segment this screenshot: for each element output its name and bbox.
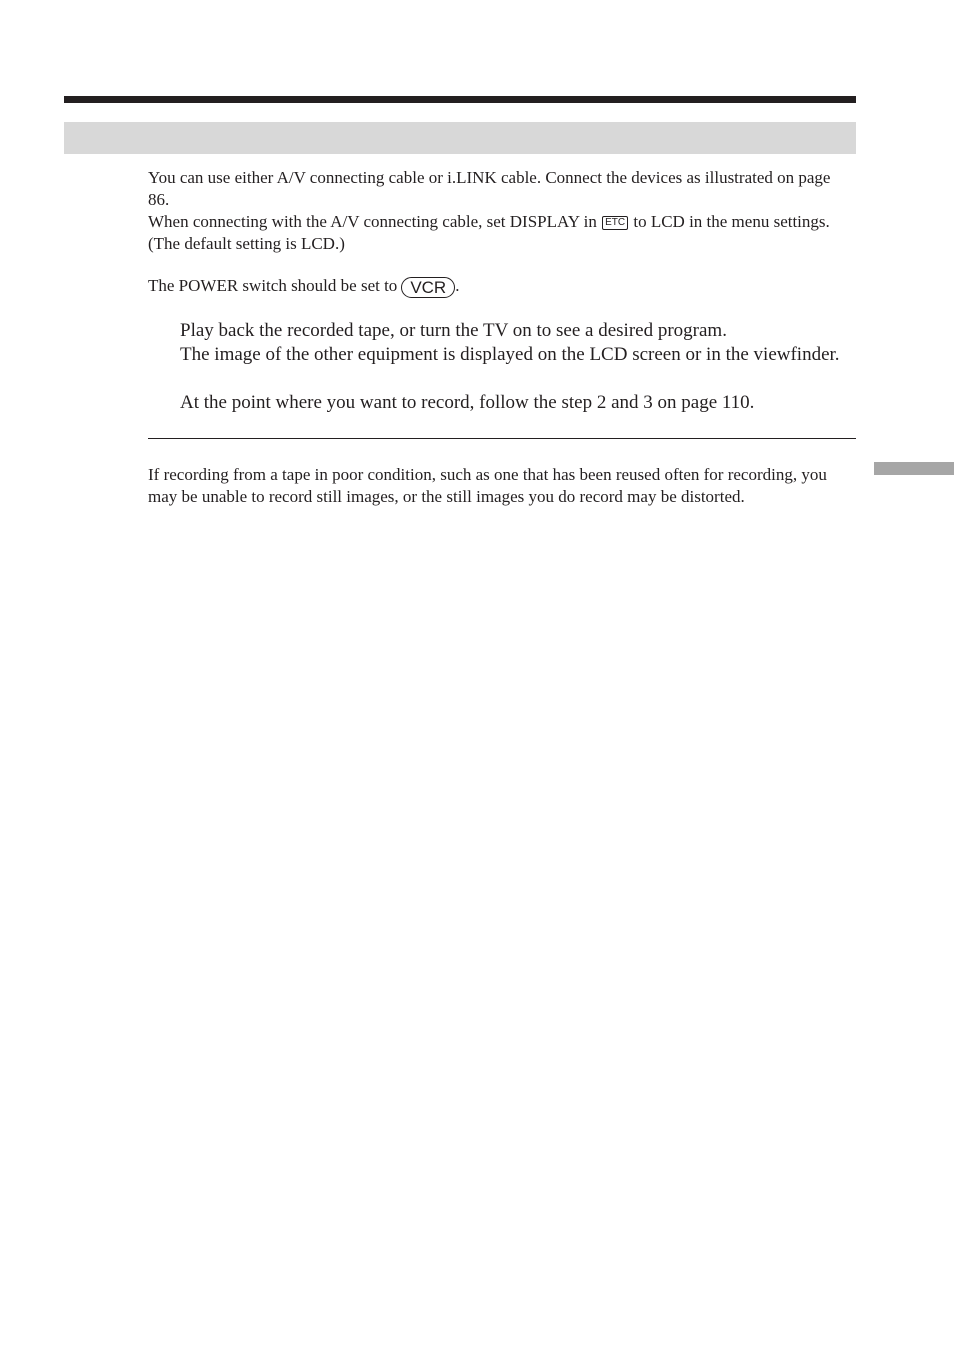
step-2: The image of the other equipment is displayed on the LCD screen or in the viewfinder. [180, 344, 840, 365]
note-divider [148, 438, 856, 439]
top-rule [64, 96, 856, 103]
etc-icon: ETC [602, 216, 628, 230]
intro-display-text-before: When connecting with the A/V connecting cable, set DISPLAY in [148, 212, 597, 231]
intro-display-text-after: to LCD in the menu settings. (The default setting is LCD.) [148, 212, 830, 253]
note-paragraph: If recording from a tape in poor condition, such as one that has been reused often for recording, you may be unable to record still images, or the still images you do record may be distorted. [148, 465, 827, 506]
power-switch-instruction [148, 275, 848, 298]
intro-paragraph-display [148, 211, 848, 254]
power-switch-text: The POWER switch should be set to [148, 276, 398, 295]
step-1: Play back the recorded tape, or turn the TV on to see a desired program. [180, 320, 727, 341]
section-heading-band [64, 122, 856, 154]
step-3: At the point where you want to record, follow the step 2 and 3 on page 110. [180, 392, 755, 413]
intro-paragraph-cable: You can use either A/V connecting cable or i.LINK cable. Connect the devices as illustrated on page 86. [148, 168, 831, 209]
vcr-mode-icon: VCR [401, 277, 455, 298]
power-switch-period: . [455, 276, 460, 295]
chapter-side-tab [874, 462, 954, 475]
